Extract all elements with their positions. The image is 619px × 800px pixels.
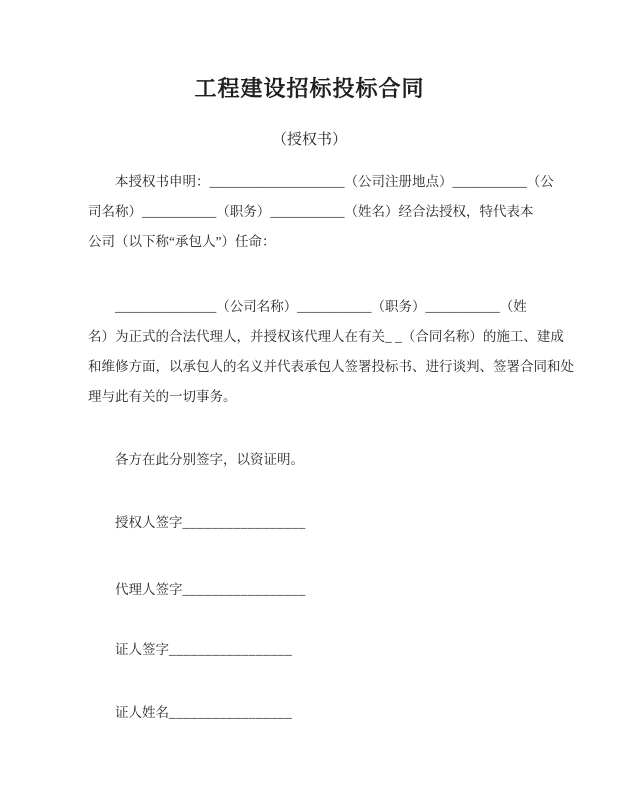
signature-label: 证人签字 [115,642,169,657]
signature-row-witness-signature [88,635,619,665]
paragraph-line: _______________（公司名称）___________（职务）___________（姓 [115,299,527,314]
signature-blank-line: _________________ [182,515,306,530]
paragraph-line: 公司（以下称“承包人”）任命： [88,234,276,249]
signature-row-authorizer [88,508,619,538]
paragraph-line: 本授权书申明：____________________（公司注册地点）___________（公 [115,174,554,189]
paragraph-line: 名）为正式的合法代理人，并授权该代理人在有关_ _（合同名称）的施工、建成 [88,329,564,344]
signature-label: 代理人签字 [115,582,183,597]
witness-intro-line: 各方在此分别签字，以资证明。 [115,452,304,467]
paragraph-line: 理与此有关的一切事务。 [88,389,237,404]
signature-label: 证人姓名 [115,705,169,720]
signature-blank-line: _________________ [182,582,306,597]
document-title: 工程建设招标投标合同 [194,76,425,101]
signature-row-witness-name [88,698,619,728]
paragraph-line: 和维修方面，以承包人的名义并代表承包人签署投标书、进行谈判、签署合同和处 [88,359,574,374]
signature-blank-line: _________________ [169,642,293,657]
agent-appointment-paragraph [88,292,574,412]
signature-row-agent [88,575,619,605]
authorization-declaration-paragraph [88,167,554,257]
signature-label: 授权人签字 [115,515,183,530]
paragraph-line: 司名称）___________（职务）___________（姓名）经合法授权，特代表本 [88,204,534,219]
document-subtitle: （授权书） [271,132,347,148]
signature-blank-line: _________________ [169,705,293,720]
